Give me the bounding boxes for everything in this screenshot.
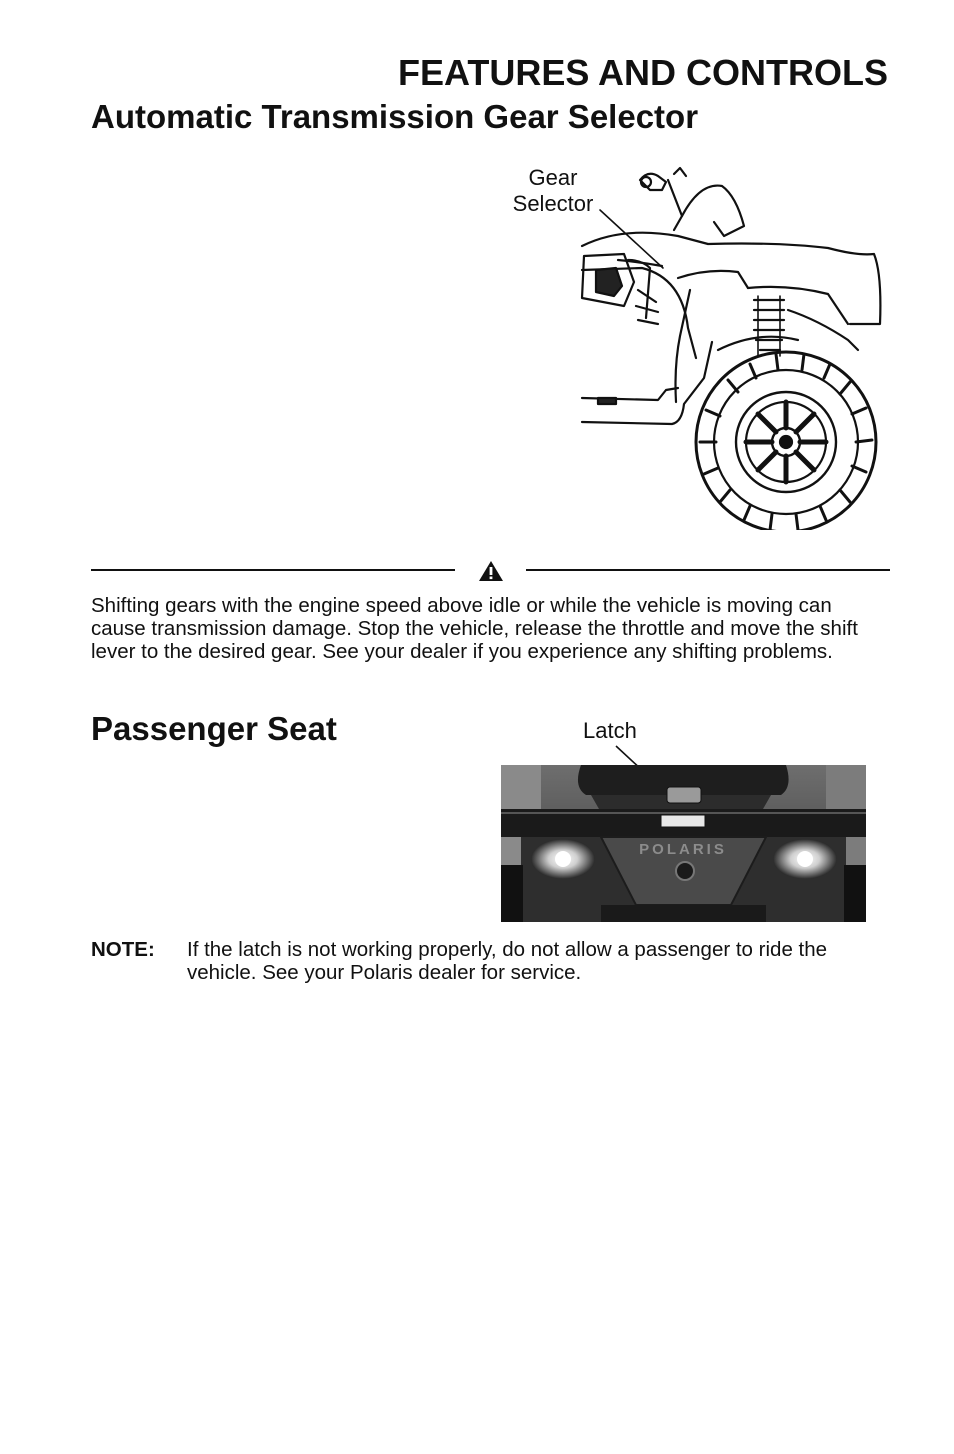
- polaris-logo: POLARIS: [639, 841, 727, 858]
- warning-triangle-icon: [478, 560, 504, 582]
- section-title: FEATURES AND CONTROLS: [398, 52, 888, 93]
- passenger-seat-heading: Passenger Seat: [91, 710, 337, 747]
- gear-selector-callout-line1: Gear: [528, 165, 578, 190]
- passenger-seat-photo: [501, 765, 866, 922]
- gear-selector-callout-line2: Selector: [512, 191, 594, 216]
- gear-selector-heading: Automatic Transmission Gear Selector: [91, 98, 699, 135]
- atv-illustration: [578, 160, 888, 530]
- warning-text: Shifting gears with the engine speed above idle or while the vehicle is moving can cause transmission damage. Stop the vehicle, release the throttle and move the shift lever to the desired gear. See your dealer if you experience any shifting problems.: [91, 594, 858, 663]
- note-text: If the latch is not working properly, do not allow a passenger to ride the vehicle. See your Polaris dealer for service.: [187, 938, 828, 984]
- note-label: NOTE:: [91, 938, 155, 961]
- latch-callout: Latch: [583, 718, 637, 743]
- warning-divider-left: [91, 569, 455, 571]
- warning-divider-right: [526, 569, 890, 571]
